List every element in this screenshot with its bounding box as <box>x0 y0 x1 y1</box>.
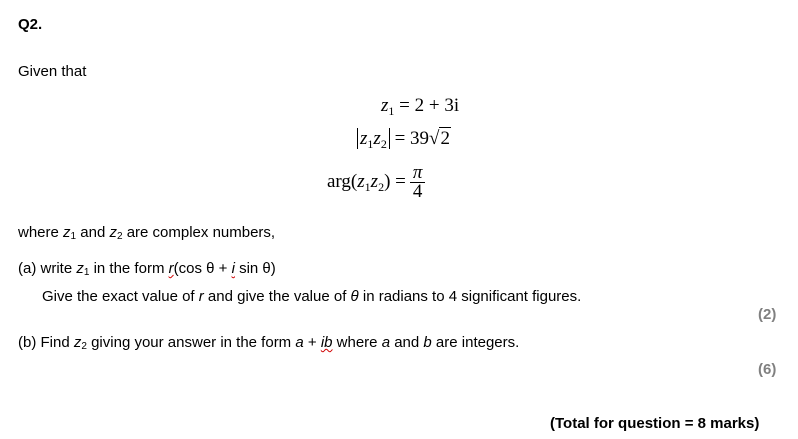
equation-argument <box>327 164 425 201</box>
part-b-p3: + <box>303 334 321 351</box>
frac-numerator: π <box>410 164 426 183</box>
z1-subscript: 1 <box>388 104 395 118</box>
part-b-a2: a <box>381 334 391 351</box>
part-b-ib: ib <box>320 334 333 351</box>
part-b-z: z <box>73 334 82 351</box>
part-b-b: b <box>423 334 432 351</box>
part-a-p4: sin θ) <box>234 260 276 277</box>
where-z2: z <box>109 224 117 241</box>
instr-p1: Give the exact value of <box>42 288 199 305</box>
mod-z1-sub: 1 <box>367 137 374 151</box>
instr-p3: in radians to 4 significant figures. <box>358 288 582 305</box>
frac-denominator: 4 <box>412 181 423 202</box>
modulus-bars <box>357 128 390 149</box>
mod-z2-sub: 2 <box>380 137 387 151</box>
instr-p2: and give the value of <box>203 288 351 305</box>
modulus-value: = 39 <box>394 128 430 149</box>
sqrt-symbol: √2 <box>429 128 450 149</box>
part-a-r: r <box>168 260 174 277</box>
where-p1: where <box>18 224 64 241</box>
part-a <box>18 260 276 278</box>
arg-z1: z <box>357 170 365 192</box>
part-b-p5: and <box>390 334 424 351</box>
where-z1-sub: 1 <box>70 231 77 242</box>
part-b-p1: (b) Find <box>18 334 74 351</box>
part-b-z-sub: 2 <box>81 341 87 352</box>
z1-value: = 2 + 3i <box>399 95 460 116</box>
pi-over-four <box>410 164 426 201</box>
part-b-p4: where <box>332 334 382 351</box>
mod-z1: z <box>360 128 368 149</box>
part-b <box>18 334 519 352</box>
part-a-instruction <box>42 288 581 305</box>
instr-r: r <box>198 288 204 305</box>
part-a-p2: in the form <box>89 260 169 277</box>
part-a-p1: (a) write <box>18 260 77 277</box>
given-text: Given that <box>18 63 87 80</box>
where-text <box>18 224 275 242</box>
part-b-p6: are integers. <box>431 334 520 351</box>
arg-label: arg( <box>327 170 358 192</box>
part-a-p3: (cos θ + <box>173 260 232 277</box>
where-p3: are complex numbers, <box>122 224 276 241</box>
part-a-z: z <box>76 260 84 277</box>
arg-z1-sub: 1 <box>364 179 371 194</box>
part-b-p2: giving your answer in the form <box>86 334 296 351</box>
part-b-marks: (6) <box>758 361 777 378</box>
instr-theta: θ <box>350 288 359 305</box>
z1-symbol: z <box>381 95 389 116</box>
part-a-z-sub: 1 <box>83 267 90 278</box>
arg-z2-sub: 2 <box>378 179 385 194</box>
where-p2: and <box>76 224 110 241</box>
sqrt-radicand: 2 <box>440 128 450 149</box>
arg-z2: z <box>370 170 379 192</box>
part-a-marks: (2) <box>758 306 777 323</box>
total-marks: (Total for question = 8 marks) <box>550 415 760 432</box>
part-a-i: i <box>231 260 235 277</box>
arg-close: ) = <box>384 170 406 192</box>
question-number: Q2. <box>18 16 43 33</box>
where-z1: z <box>63 224 71 241</box>
part-b-a: a <box>295 334 304 351</box>
equation-z1 <box>381 95 459 119</box>
equation-modulus <box>357 128 451 152</box>
mod-z2: z <box>373 128 381 149</box>
where-z2-sub: 2 <box>116 231 123 242</box>
